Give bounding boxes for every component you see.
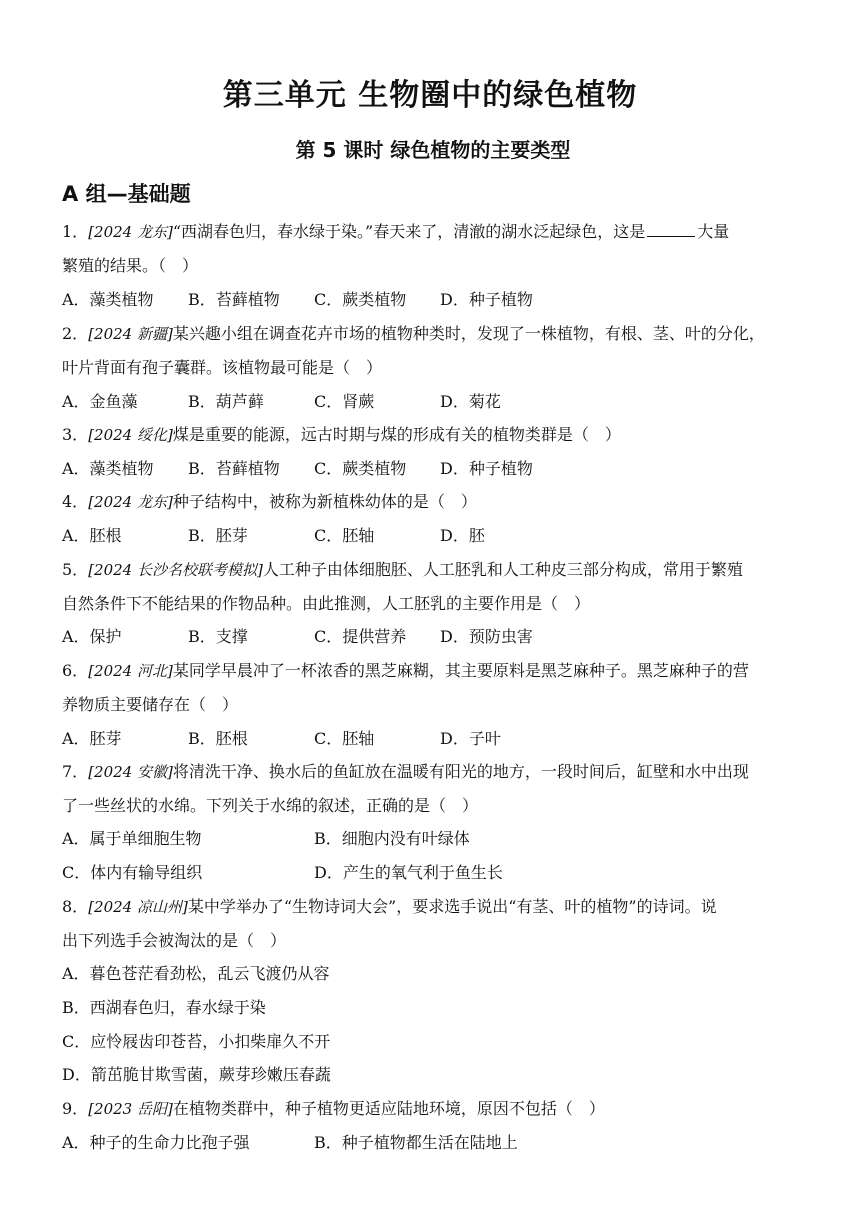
question-2 — [62, 324, 765, 344]
question-7-line-2: 了一些丝状的水绵。下列关于水绵的叙述，正确的是（ ） — [62, 796, 479, 815]
question-text: “西湖春色归，春水绿于染。”春天来了，清澈的湖水泛起绿色，这是 — [172, 222, 646, 241]
option-c[interactable]: C．胚轴 — [314, 729, 375, 748]
question-4 — [62, 492, 477, 512]
question-text: 某同学早晨冲了一杯浓香的黑芝麻糊，其主要原料是黑芝麻种子。黑芝麻种子的营 — [172, 661, 749, 680]
question-source: [2023 岳阳] — [88, 1100, 173, 1118]
option-d[interactable]: D．产生的氧气利于鱼生长 — [314, 863, 503, 882]
question-text: 某中学举办了“生物诗词大会”，要求选手说出“有茎、叶的植物”的诗词。说 — [187, 897, 717, 916]
option-a[interactable]: A．属于单细胞生物 — [62, 829, 202, 848]
question-7 — [62, 762, 749, 782]
question-number: 8． — [62, 897, 89, 916]
question-source: [2024 绥化] — [88, 426, 173, 444]
question-source: [2024 龙东] — [88, 223, 173, 241]
question-number: 4． — [62, 492, 89, 511]
question-6 — [62, 661, 749, 681]
question-8 — [62, 897, 717, 917]
question-6-line-2: 养物质主要储存在（ ） — [62, 695, 239, 714]
question-source: [2024 凉山州] — [88, 898, 188, 916]
option-c[interactable]: C．蕨类植物 — [314, 459, 407, 478]
option-b[interactable]: B．胚根 — [188, 729, 248, 748]
question-number: 6． — [62, 661, 89, 680]
option-a[interactable]: A．保护 — [62, 627, 122, 646]
question-source: [2024 新疆] — [88, 325, 173, 343]
option-d[interactable]: D．种子植物 — [440, 459, 533, 478]
option-d[interactable]: D．种子植物 — [440, 290, 533, 309]
option-a[interactable]: A．胚根 — [62, 526, 122, 545]
question-number: 7． — [62, 762, 89, 781]
option-c[interactable]: C．蕨类植物 — [314, 290, 407, 309]
question-source: [2024 长沙名校联考模拟] — [88, 561, 263, 579]
option-a[interactable]: A．金鱼藻 — [62, 392, 138, 411]
option-a[interactable]: A．暮色苍茫看劲松，乱云飞渡仍从容 — [62, 964, 330, 983]
question-source: [2024 龙东] — [88, 493, 173, 511]
option-d[interactable]: D．子叶 — [440, 729, 501, 748]
page-title: 第三单元 生物圈中的绿色植物 — [222, 78, 638, 113]
question-5 — [62, 560, 743, 580]
option-b[interactable]: B．西湖春色归，春水绿于染 — [62, 998, 266, 1017]
question-9 — [62, 1099, 605, 1119]
option-c[interactable]: C．提供营养 — [314, 627, 407, 646]
option-b[interactable]: B．苔藓植物 — [188, 290, 280, 309]
option-a[interactable]: A．藻类植物 — [62, 459, 154, 478]
option-d[interactable]: D．箭茁脆甘欺雪菌，蕨芽珍嫩压春蔬 — [62, 1065, 331, 1084]
option-b[interactable]: B．胚芽 — [188, 526, 248, 545]
question-text: 人工种子由体细胞胚、人工胚乳和人工种皮三部分构成，常用于繁殖 — [262, 560, 743, 579]
question-number: 5． — [62, 560, 89, 579]
question-number: 9． — [62, 1099, 89, 1118]
option-b[interactable]: B．葫芦藓 — [188, 392, 264, 411]
question-text: 某兴趣小组在调查花卉市场的植物种类时，发现了一株植物，有根、茎、叶的分化， — [172, 324, 765, 343]
option-a[interactable]: A．种子的生命力比孢子强 — [62, 1133, 250, 1152]
option-a[interactable]: A．胚芽 — [62, 729, 122, 748]
option-d[interactable]: D．菊花 — [440, 392, 501, 411]
option-c[interactable]: C．体内有输导组织 — [62, 863, 203, 882]
option-b[interactable]: B．支撑 — [188, 627, 248, 646]
question-text: 大量 — [697, 222, 730, 241]
question-source: [2024 安徽] — [88, 763, 173, 781]
question-1 — [62, 222, 729, 242]
question-8-line-2: 出下列选手会被淘汰的是（ ） — [62, 931, 287, 950]
answer-blank[interactable] — [647, 222, 695, 237]
question-text: 在植物类群中，种子植物更适应陆地环境，原因不包括（ ） — [172, 1099, 605, 1118]
option-c[interactable]: C．应怜屐齿印苍苔，小扣柴扉久不开 — [62, 1032, 331, 1051]
question-text: 将清洗干净、换水后的鱼缸放在温暖有阳光的地方，一段时间后，缸壁和水中出现 — [172, 762, 749, 781]
option-b[interactable]: B．苔藓植物 — [188, 459, 280, 478]
option-b[interactable]: B．细胞内没有叶绿体 — [314, 829, 470, 848]
question-text: 煤是重要的能源，远古时期与煤的形成有关的植物类群是（ ） — [172, 425, 621, 444]
section-heading: A 组—基础题 — [62, 182, 191, 206]
question-number: 1． — [62, 222, 89, 241]
question-3 — [62, 425, 621, 445]
option-d[interactable]: D．预防虫害 — [440, 627, 533, 646]
question-number: 2． — [62, 324, 89, 343]
question-2-line-2: 叶片背面有孢子囊群。该植物最可能是（ ） — [62, 358, 383, 377]
option-c[interactable]: C．胚轴 — [314, 526, 375, 545]
question-source: [2024 河北] — [88, 662, 173, 680]
option-b[interactable]: B．种子植物都生活在陆地上 — [314, 1133, 518, 1152]
question-5-line-2: 自然条件下不能结果的作物品种。由此推测，人工胚乳的主要作用是（ ） — [62, 594, 591, 613]
question-text: 种子结构中，被称为新植株幼体的是（ ） — [172, 492, 477, 511]
lesson-subtitle: 第 5 课时 绿色植物的主要类型 — [295, 138, 571, 162]
option-a[interactable]: A．藻类植物 — [62, 290, 154, 309]
question-1-line-2: 繁殖的结果。（ ） — [62, 256, 199, 275]
question-number: 3． — [62, 425, 89, 444]
option-c[interactable]: C．肾蕨 — [314, 392, 375, 411]
option-d[interactable]: D．胚 — [440, 526, 485, 545]
